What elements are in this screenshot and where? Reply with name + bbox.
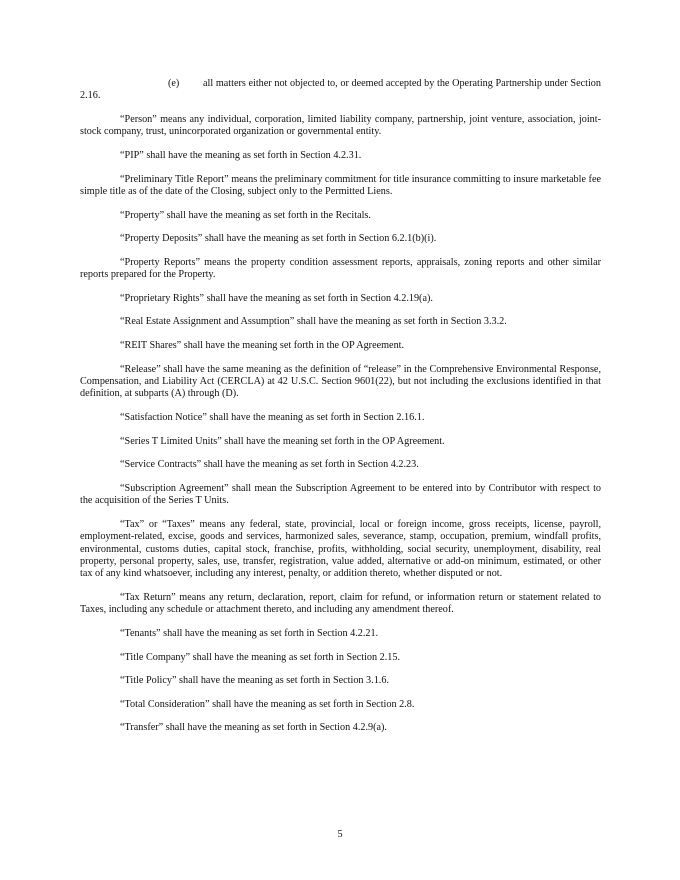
definition-preliminary-title-report: “Preliminary Title Report” means the preliminary commitment for title insurance committing to insure marketable fee simple title as of the date of the Closing, subject only to the Permitted Liens. xyxy=(80,173,601,197)
definition-satisfaction-notice: “Satisfaction Notice” shall have the meaning as set forth in Section 2.16.1. xyxy=(120,411,425,423)
definition-property-deposits: “Property Deposits” shall have the meaning as set forth in Section 6.2.1(b)(i). xyxy=(120,233,437,245)
definition-service-contracts: “Service Contracts” shall have the meaning as set forth in Section 4.2.23. xyxy=(120,459,419,471)
definition-total-consideration: “Total Consideration” shall have the meaning as set forth in Section 2.8. xyxy=(120,698,415,710)
definition-subscription-agreement: “Subscription Agreement” shall mean the Subscription Agreement to be entered into by Contributor with respect to the acquisition of the Series T Units. xyxy=(80,482,601,507)
definition-tax: “Tax” or “Taxes” means any federal, state, provincial, local or foreign income, gross receipts, license, payroll, employment-related, excise, goods and services, harmonized sales, severance, stamp, occupation, premium, windfall profits, environmental, customs duties, capital stock, franchise, profits, withholding, social security, unemployment, disability, real property, personal property, sales, use, transfer, registration, value added, alternative or add-on minimum, estimated, or other tax of any kind whatsoever, including any interest, penalty, or addition thereto, whether disputed or not. xyxy=(80,518,601,580)
list-item-e xyxy=(80,78,601,103)
definition-property-reports: “Property Reports” means the property condition assessment reports, appraisals, zoning reports and other similar reports prepared for the Property. xyxy=(80,256,601,281)
definition-proprietary-rights: “Proprietary Rights” shall have the meaning as set forth in Section 4.2.19(a). xyxy=(120,292,433,304)
document-page xyxy=(80,78,601,746)
definition-property: “Property” shall have the meaning as set forth in the Recitals. xyxy=(120,209,371,221)
definition-title-company: “Title Company” shall have the meaning as set forth in Section 2.15. xyxy=(120,651,401,663)
item-text: all matters either not objected to, or deemed accepted by the Operating Partnership under Section 2.16. xyxy=(80,78,601,102)
definition-person: “Person” means any individual, corporation, limited liability company, partnership, joint venture, association, joint-stock company, trust, unincorporated organization or governmental entity. xyxy=(80,114,601,138)
definition-pip: “PIP” shall have the meaning as set forth in Section 4.2.31. xyxy=(120,150,362,161)
definition-real-estate-assignment: “Real Estate Assignment and Assumption” shall have the meaning as set forth in Section 3.3.2. xyxy=(120,316,507,328)
definition-tax-return: “Tax Return” means any return, declaration, report, claim for refund, or information return or statement related to Taxes, including any schedule or attachment thereto, and including any amendment thereof. xyxy=(80,591,601,616)
definition-reit-shares: “REIT Shares” shall have the meaning set forth in the OP Agreement. xyxy=(120,339,405,351)
definition-series-t-limited-units: “Series T Limited Units” shall have the meaning set forth in the OP Agreement. xyxy=(120,435,445,447)
definition-tenants: “Tenants” shall have the meaning as set forth in Section 4.2.21. xyxy=(120,627,379,639)
definition-transfer: “Transfer” shall have the meaning as set forth in Section 4.2.9(a). xyxy=(120,722,387,734)
definition-release: “Release” shall have the same meaning as the definition of “release” in the Comprehensive Environmental Response, Compensation, and Liability Act (CERCLA) at 42 U.S.C. Section 9601(22), but not including the exclusions identified in that definition, at subparts (A) through (D). xyxy=(80,363,601,400)
page-number: 5 xyxy=(337,829,343,840)
item-enumerator: (e) xyxy=(168,78,180,89)
definition-title-policy: “Title Policy” shall have the meaning as set forth in Section 3.1.6. xyxy=(120,675,389,687)
